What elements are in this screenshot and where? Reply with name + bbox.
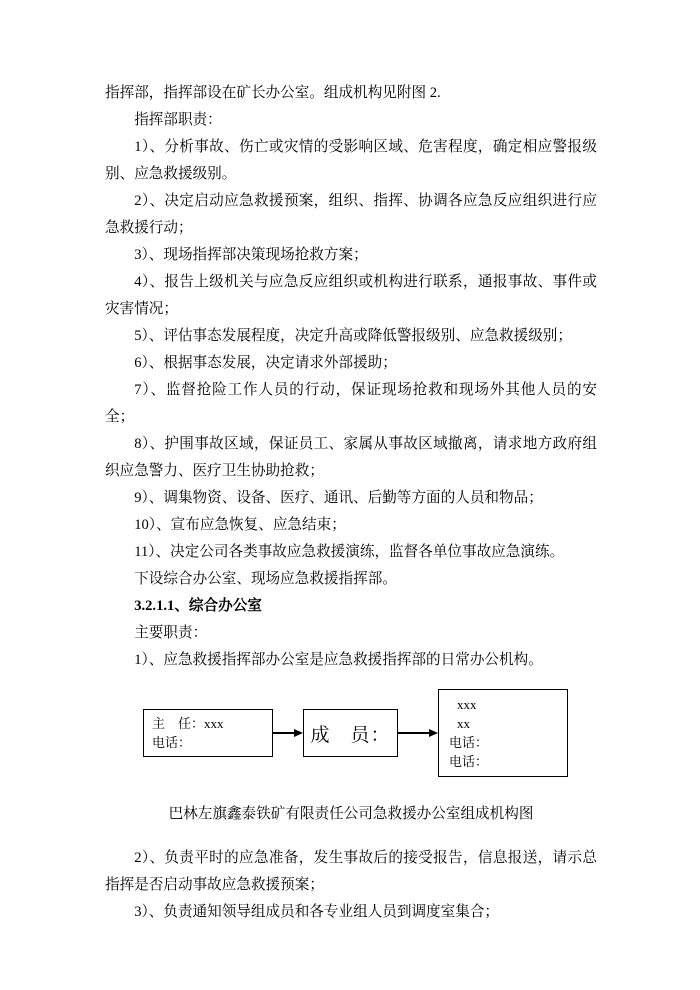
duty-item-7: 7）、监督抢险工作人员的行动，保证现场抢救和现场外其他人员的安全； bbox=[105, 382, 597, 425]
member-phone-line: 电话： bbox=[449, 735, 489, 750]
duty-item-4: 4）、报告上级机关与应急反应组织或机构进行联系，通报事故、事件或灾害情况； bbox=[105, 274, 597, 317]
duty-item-10: 10）、宣布应急恢复、应急结束； bbox=[134, 517, 346, 533]
arrow-shaft bbox=[398, 732, 429, 734]
section-heading: 3.2.1.1、综合办公室 bbox=[134, 598, 262, 614]
office-duty-item-2: 2）、负责平时的应急准备，发生事故后的接受报告，信息报送，请示总指挥是否启动事故应急救援预案； bbox=[105, 850, 597, 893]
paragraph-suboffices: 下设综合办公室、现场应急救援指挥部。 bbox=[134, 571, 397, 587]
duty-item-6: 6）、根据事态发展，决定请求外部援助； bbox=[134, 355, 397, 371]
member-name-line: xx bbox=[457, 716, 470, 731]
arrow-head bbox=[429, 729, 438, 737]
office-duty-item-3: 3）、负责通知领导组成员和各专业组人员到调度室集合； bbox=[134, 904, 500, 920]
duty-item-11: 11）、决定公司各类事故应急救援演练，监督各单位事故应急演练。 bbox=[134, 544, 565, 560]
org-chart-detail-box bbox=[438, 689, 568, 777]
arrow-head bbox=[294, 729, 303, 737]
duty-item-2: 2）、决定启动应急救援预案，组织、指挥、协调各应急反应组织进行应急救援行动； bbox=[105, 193, 597, 236]
arrow-right-icon bbox=[273, 729, 303, 737]
org-chart-director-box bbox=[143, 709, 273, 757]
figure-caption: 巴林左旗鑫泰铁矿有限责任公司急救援办公室组成机构图 bbox=[168, 806, 534, 822]
org-chart-members-box bbox=[303, 709, 398, 757]
duty-item-3: 3）、现场指挥部决策现场抢救方案； bbox=[134, 247, 368, 263]
member-phone-line: 电话： bbox=[449, 754, 489, 769]
arrow-right-icon bbox=[398, 729, 438, 737]
member-name-line: xxx bbox=[457, 697, 477, 712]
office-duty-item-1: 1）、应急救援指挥部办公室是应急救援指挥部的日常办公机构。 bbox=[134, 652, 543, 668]
paragraph-duties-title: 指挥部职责： bbox=[134, 112, 222, 128]
document-content bbox=[105, 80, 597, 926]
org-chart bbox=[143, 689, 597, 777]
duty-item-1: 1）、分析事故、伤亡或灾情的受影响区域、危害程度，确定相应警报级别、应急救援级别。 bbox=[105, 139, 597, 182]
director-name-line: 主 任：xxx bbox=[152, 716, 224, 731]
members-label: 成 员： bbox=[310, 724, 391, 746]
paragraph-intro: 指挥部，指挥部设在矿长办公室。组成机构见附图 2. bbox=[105, 85, 441, 101]
arrow-shaft bbox=[273, 732, 294, 734]
director-phone-line: 电话： bbox=[152, 735, 192, 750]
paragraph-main-duties-title: 主要职责： bbox=[134, 625, 208, 641]
duty-item-5: 5）、评估事态发展程度，决定升高或降低警报级别、应急救援级别； bbox=[134, 328, 572, 344]
duty-item-8: 8）、护围事故区域，保证员工、家属从事故区域撤离，请求地方政府组织应急警力、医疗卫生协助抢救； bbox=[105, 436, 597, 479]
duty-item-9: 9）、调集物资、设备、医疗、通讯、后勤等方面的人员和物品； bbox=[134, 490, 543, 506]
